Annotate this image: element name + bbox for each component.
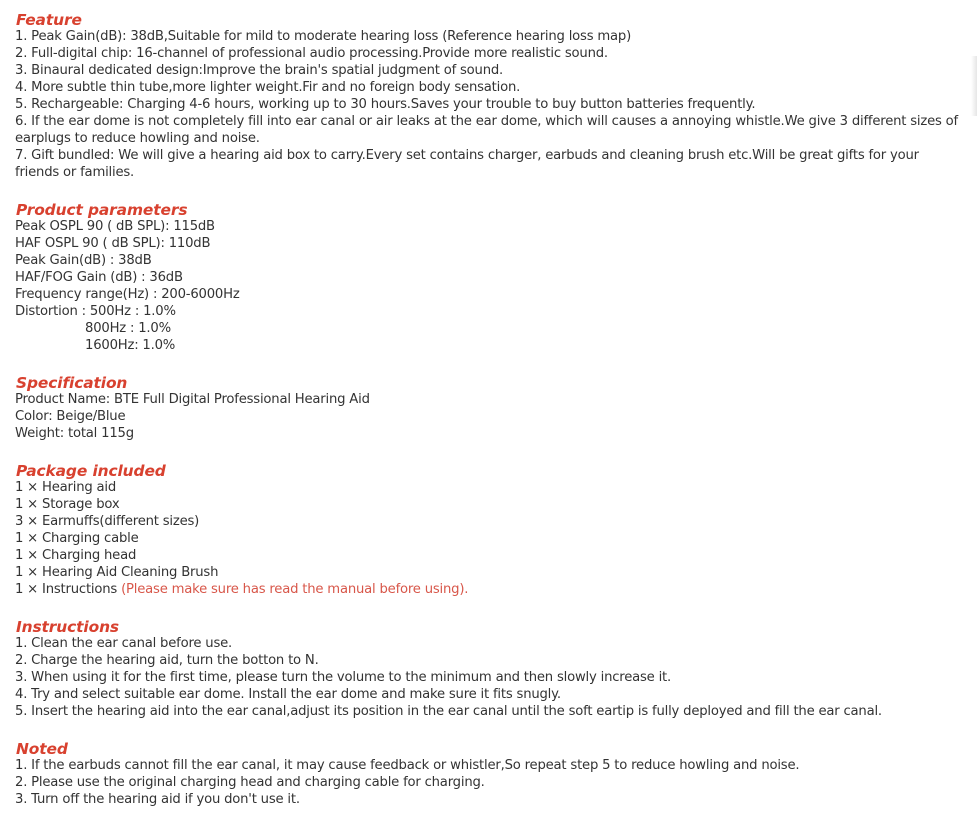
specification-heading: Specification	[16, 374, 128, 392]
noted-item-1: 1. If the earbuds cannot fill the ear canal, it may cause feedback or whistler,So repeat step 5 to reduce howling and noise.	[15, 758, 800, 773]
spec-weight: Weight: total 115g	[15, 426, 134, 441]
feature-item-6: 6. If the ear dome is not completely fill into ear canal or air leaks at the ear dome, which will causes a annoying whistle.We give 3 different sizes of earplugs to reduce howling and noise.	[15, 114, 958, 146]
instructions-section	[15, 617, 960, 720]
package-item-instructions-label: 1 × Instructions	[15, 582, 118, 597]
package-included-heading: Package included	[16, 462, 166, 480]
product-parameters-heading: Product parameters	[16, 201, 188, 219]
instruction-step-1: 1. Clean the ear canal before use.	[15, 636, 233, 651]
instruction-step-4: 4. Try and select suitable ear dome. Install the ear dome and make sure it fits snugly.	[15, 687, 561, 702]
package-item-hearing-aid: 1 × Hearing aid	[15, 480, 117, 495]
noted-heading: Noted	[16, 740, 68, 758]
package-item-charging-cable: 1 × Charging cable	[15, 531, 139, 546]
package-item-earmuffs: 3 × Earmuffs(different sizes)	[15, 514, 200, 529]
parameter-peak-ospl: Peak OSPL 90 ( dB SPL): 115dB	[15, 219, 215, 234]
parameter-distortion-500hz: Distortion : 500Hz : 1.0%	[15, 304, 176, 319]
feature-heading: Feature	[16, 11, 82, 29]
instruction-step-2: 2. Charge the hearing aid, turn the botton to N.	[15, 653, 319, 668]
package-item-cleaning-brush: 1 × Hearing Aid Cleaning Brush	[15, 565, 219, 580]
spec-color: Color: Beige/Blue	[15, 409, 126, 424]
package-item-instructions-note: (Please make sure has read the manual before using).	[121, 582, 469, 597]
parameter-distortion-800hz: 800Hz : 1.0%	[85, 321, 171, 336]
parameter-haf-fog-gain: HAF/FOG Gain (dB) : 36dB	[15, 270, 183, 285]
scroll-edge-shadow	[971, 56, 977, 116]
specification-section	[15, 373, 960, 442]
instructions-heading: Instructions	[16, 618, 119, 636]
parameter-haf-ospl: HAF OSPL 90 ( dB SPL): 110dB	[15, 236, 211, 251]
noted-item-2: 2. Please use the original charging head and charging cable for charging.	[15, 775, 485, 790]
feature-item-1: 1. Peak Gain(dB): 38dB,Suitable for mild to moderate hearing loss (Reference hearing loss map)	[15, 29, 632, 44]
instruction-step-5: 5. Insert the hearing aid into the ear canal,adjust its position in the ear canal until the soft eartip is fully deployed and fill the ear canal.	[15, 704, 882, 719]
noted-section	[15, 739, 960, 808]
package-item-storage-box: 1 × Storage box	[15, 497, 120, 512]
feature-item-5: 5. Rechargeable: Charging 4-6 hours, working up to 30 hours.Saves your trouble to buy button batteries frequently.	[15, 97, 756, 112]
feature-section	[15, 10, 960, 181]
feature-item-7: 7. Gift bundled: We will give a hearing aid box to carry.Every set contains charger, earbuds and cleaning brush etc.Will be great gifts for your friends or families.	[15, 148, 919, 180]
noted-item-3: 3. Turn off the hearing aid if you don't use it.	[15, 792, 300, 807]
feature-item-4: 4. More subtle thin tube,more lighter weight.Fir and no foreign body sensation.	[15, 80, 521, 95]
feature-item-2: 2. Full-digital chip: 16-channel of professional audio processing.Provide more realistic sound.	[15, 46, 608, 61]
spec-product-name: Product Name: BTE Full Digital Professional Hearing Aid	[15, 392, 370, 407]
instruction-step-3: 3. When using it for the first time, please turn the volume to the minimum and then slowly increase it.	[15, 670, 672, 685]
package-item-instructions	[15, 581, 960, 598]
parameter-frequency-range: Frequency range(Hz) : 200-6000Hz	[15, 287, 240, 302]
package-item-charging-head: 1 × Charging head	[15, 548, 137, 563]
parameter-distortion-1600hz: 1600Hz: 1.0%	[85, 338, 176, 353]
feature-item-3: 3. Binaural dedicated design:Improve the brain's spatial judgment of sound.	[15, 63, 504, 78]
package-included-section	[15, 461, 960, 598]
parameter-peak-gain: Peak Gain(dB) : 38dB	[15, 253, 152, 268]
product-parameters-section	[15, 200, 960, 354]
